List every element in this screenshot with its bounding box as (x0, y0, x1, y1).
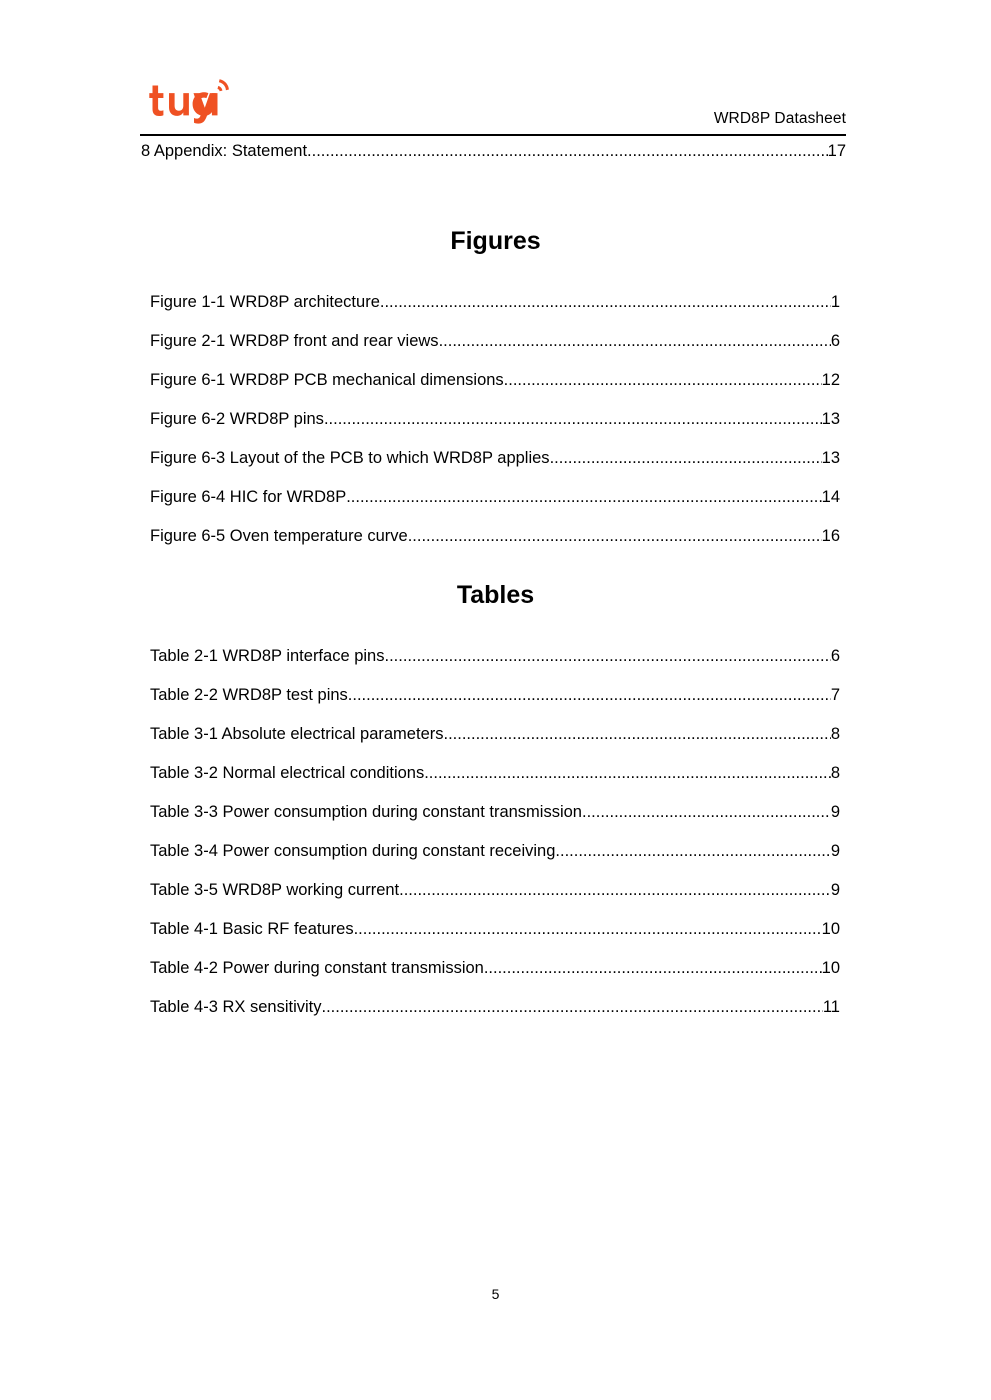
toc-leader-dots (307, 140, 828, 162)
tables-entry-page: 8 (830, 725, 840, 743)
tables-entry-page: 11 (822, 998, 840, 1016)
toc-leader-dots (384, 645, 830, 667)
tables-entry-8[interactable] (150, 918, 840, 940)
tables-entry-page: 8 (830, 764, 840, 782)
toc-leader-dots (439, 330, 831, 352)
tables-entry-5[interactable] (150, 801, 840, 823)
tables-entry-page: 10 (821, 959, 840, 977)
toc-leader-dots (354, 918, 822, 940)
figures-entry-2[interactable] (150, 330, 840, 352)
figures-entry-label: Figure 6-4 HIC for WRD8P (150, 488, 347, 506)
figures-entry-4[interactable] (150, 408, 840, 430)
tables-entry-2[interactable] (150, 684, 840, 706)
figures-entry-page: 16 (821, 527, 840, 545)
tables-entry-7[interactable] (150, 879, 840, 901)
toc-leader-dots (444, 723, 831, 745)
tables-entry-label: Table 3-4 Power consumption during constant receiving (150, 842, 556, 860)
toc-leader-dots (324, 408, 822, 430)
figures-entry-3[interactable] (150, 369, 840, 391)
tables-entry-label: Table 4-2 Power during constant transmission (150, 959, 484, 977)
figures-heading: Figures (450, 227, 541, 255)
tables-entry-page: 9 (830, 842, 840, 860)
page-number: 5 (491, 1286, 500, 1302)
figures-entry-label: Figure 6-3 Layout of the PCB to which WRD8P applies (150, 449, 550, 467)
toc-leader-dots (550, 447, 822, 469)
tables-entry-label: Table 2-1 WRD8P interface pins (150, 647, 385, 665)
tables-entry-3[interactable] (150, 723, 840, 745)
tables-entry-label: Table 3-2 Normal electrical conditions (150, 764, 425, 782)
figures-entry-6[interactable] (150, 486, 840, 508)
toc-entry-page: 17 (827, 142, 846, 160)
toc-entry-label: 8 Appendix: Statement (141, 142, 308, 160)
toc-leader-dots (399, 879, 831, 901)
figures-entry-label: Figure 1-1 WRD8P architecture (150, 293, 380, 311)
figures-entry-label: Figure 2-1 WRD8P front and rear views (150, 332, 439, 350)
tables-entry-page: 6 (830, 647, 840, 665)
toc-leader-dots (408, 525, 822, 547)
tables-entry-label: Table 4-1 Basic RF features (150, 920, 354, 938)
figures-entry-label: Figure 6-1 WRD8P PCB mechanical dimensions (150, 371, 504, 389)
toc-leader-dots (380, 291, 831, 313)
toc-leader-dots (504, 369, 822, 391)
tables-entry-label: Table 3-5 WRD8P working current (150, 881, 400, 899)
toc-leader-dots (555, 840, 830, 862)
tables-entry-6[interactable] (150, 840, 840, 862)
figures-entry-page: 13 (821, 410, 840, 428)
figures-entry-page: 6 (830, 332, 840, 350)
tuya-logo (146, 76, 266, 124)
toc-leader-dots (424, 762, 831, 784)
page-header (140, 70, 846, 136)
figures-entry-label: Figure 6-5 Oven temperature curve (150, 527, 408, 545)
header-divider (140, 134, 846, 136)
header-document-title: WRD8P Datasheet (713, 110, 846, 127)
tables-entry-4[interactable] (150, 762, 840, 784)
figures-entry-5[interactable] (150, 447, 840, 469)
figures-entry-1[interactable] (150, 291, 840, 313)
figures-entry-page: 13 (821, 449, 840, 467)
figures-entry-7[interactable] (150, 525, 840, 547)
tables-entry-label: Table 3-3 Power consumption during constant transmission (150, 803, 582, 821)
toc-leader-dots (348, 684, 831, 706)
tables-entry-page: 9 (830, 881, 840, 899)
toc-leader-dots (322, 996, 823, 1018)
tables-entry-label: Table 2-2 WRD8P test pins (150, 686, 348, 704)
tables-entry-9[interactable] (150, 957, 840, 979)
tuya-logo-icon (146, 76, 266, 124)
toc-leader-dots (484, 957, 822, 979)
toc-entry-appendix[interactable] (141, 140, 846, 162)
tables-entry-page: 9 (830, 803, 840, 821)
tables-entry-page: 10 (821, 920, 840, 938)
tables-entry-label: Table 4-3 RX sensitivity (150, 998, 322, 1016)
tables-entry-10[interactable] (150, 996, 840, 1018)
figures-entry-label: Figure 6-2 WRD8P pins (150, 410, 324, 428)
toc-leader-dots (346, 486, 821, 508)
figures-entry-page: 12 (821, 371, 840, 389)
figures-entry-page: 1 (830, 293, 840, 311)
tables-entry-label: Table 3-1 Absolute electrical parameters (150, 725, 444, 743)
toc-leader-dots (582, 801, 831, 823)
figures-entry-page: 14 (821, 488, 840, 506)
tables-heading: Tables (456, 581, 535, 609)
tables-entry-1[interactable] (150, 645, 840, 667)
tables-entry-page: 7 (830, 686, 840, 704)
